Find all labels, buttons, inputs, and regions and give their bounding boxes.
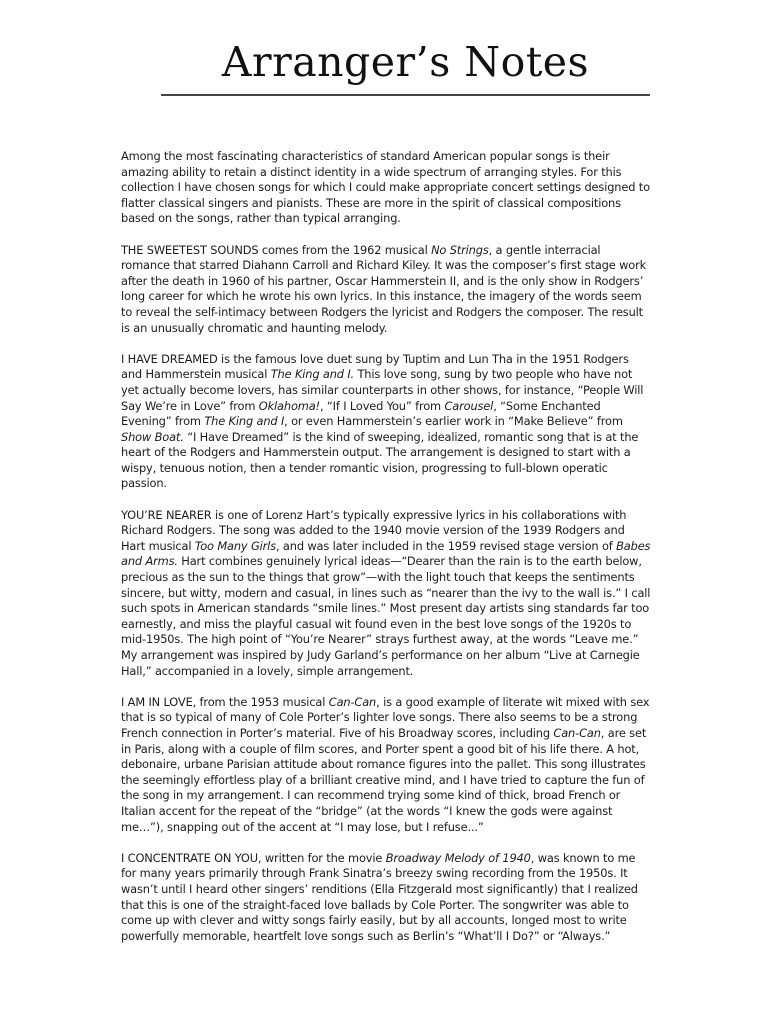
notes-body [121, 149, 651, 960]
paragraph-youre-nearer: YOU’RE NEARER is one of Lorenz Hart’s typically expressive lyrics in his collaborations with Richard Rodgers. The song was added to the 1940 movie version of the 1939 Rodgers and Hart musical Too Many Girls, and was later included in the 1959 revised stage version of Babes and Arms. Hart combines genuinely lyrical ideas—“Dearer than the rain is to the earth below, precious as the sun to the things that grow”—with the light touch that keeps the sentiments sincere, but witty, modern and casual, in lines such as “nearer than the ivy to the wall is.” I call such spots in American standards “smile lines.” Most present day artists sing standards far too earnestly, and miss the playful casual wit found even in the best love songs of the 1920s to mid-1950s. The high point of “You’re Nearer” strays furthest away, at the words “Leave me.” My arrangement was inspired by Judy Garland’s performance on her album “Live at Carnegie Hall,” accompanied in a lovely, simple arrangement. [121, 507, 651, 678]
show-title: Carousel [444, 398, 494, 413]
show-title: Too Many Girls [194, 538, 276, 553]
title-underline-divider [161, 94, 650, 96]
show-title: Can-Can [328, 694, 377, 709]
page-title: Arranger’s Notes [221, 38, 590, 86]
paragraph-i-am-in-love: I AM IN LOVE, from the 1953 musical Can-Can, is a good example of literate wit mixed with sex that is so typical of many of Cole Porter’s lighter love songs. There also seems to be a strong French connection in Porter’s material. Five of his Broadway scores, including Can-Can, are set in Paris, along with a couple of film scores, and Porter spent a good bit of his life there. A hot, debonaire, urbane Parisian attitude about romance figures into the pallet. This song illustrates the seemingly effortless play of a brilliant creative mind, and I have tried to capture the fun of the song in my arrangement. I can recommend trying some kind of thick, broad French or Italian accent for the repeat of the “bridge” (at the words “I knew the gods were against me…”), snapping out of the accent at “I may lose, but I refuse...” [121, 694, 650, 834]
film-title: Broadway Melody of 1940 [385, 850, 531, 865]
show-title: Babes and Arms. [121, 538, 651, 569]
show-title: The King and I [204, 414, 285, 429]
show-title: Can-Can [553, 725, 601, 740]
paragraph-i-concentrate-on-you: I CONCENTRATE ON YOU, written for the movie Broadway Melody of 1940, was known to me for many years primarily through Frank Sinatra’s breezy swing recording from the 1950s. It wasn’t until I heard other singers’ renditions (Ella Fitzgerald most significantly) that I realized that this is one of the straight-faced love ballads by Cole Porter. The songwriter was able to come up with clever and witty songs fairly easily, but by all accounts, longed most to write powerfully memorable, heartfelt love songs such as Berlin’s “What’ll I Do?” or “Always.” [121, 850, 638, 943]
show-title: No Strings [431, 242, 489, 257]
show-title: Oklahoma! [258, 398, 320, 413]
paragraph-the-sweetest-sounds: THE SWEETEST SOUNDS comes from the 1962 musical No Strings, a gentle interracial romance that starred Diahann Carroll and Richard Kiley. It was the composer’s first stage work after the death in 1960 of his partner, Oscar Hammerstein II, and is the only show in Rodgers’ long career for which he wrote his own lyrics. In this instance, the imagery of the words seem to reveal the self-intimacy between Rodgers the lyricist and Rodgers the composer. The result is an unusually chromatic and haunting melody. [121, 242, 647, 335]
show-title: Show Boat. [121, 429, 184, 444]
paragraph-i-have-dreamed: I HAVE DREAMED is the famous love duet sung by Tuptim and Lun Tha in the 1951 Rodgers and Hammerstein musical The King and I. This love song, sung by two people who have not yet actually become lovers, has similar counterparts in other shows, for instance, “People Will Say We’re in Love” from Oklahoma!, “If I Loved You” from Carousel, “Some Enchanted Evening” from The King and I, or even Hammerstein’s earlier work in “Make Believe” from Show Boat. “I Have Dreamed” is the kind of sweeping, idealized, romantic song that is at the heart of the Rodgers and Hammerstein output. The arrangement is designed to start with a wispy, tenuous notion, then a tender romantic vision, progressing to full-blown operatic passion. [121, 351, 644, 491]
paragraph-intro: Among the most fascinating characteristics of standard American popular songs is their amazing ability to retain a distinct identity in a wide spectrum of arranging styles. For this collection I have chosen songs for which I could make appropriate concert settings designed to flatter classical singers and pianists. These are more in the spirit of classical compositions based on the songs, rather than typical arranging. [121, 149, 650, 226]
show-title: The King and I. [270, 367, 355, 382]
